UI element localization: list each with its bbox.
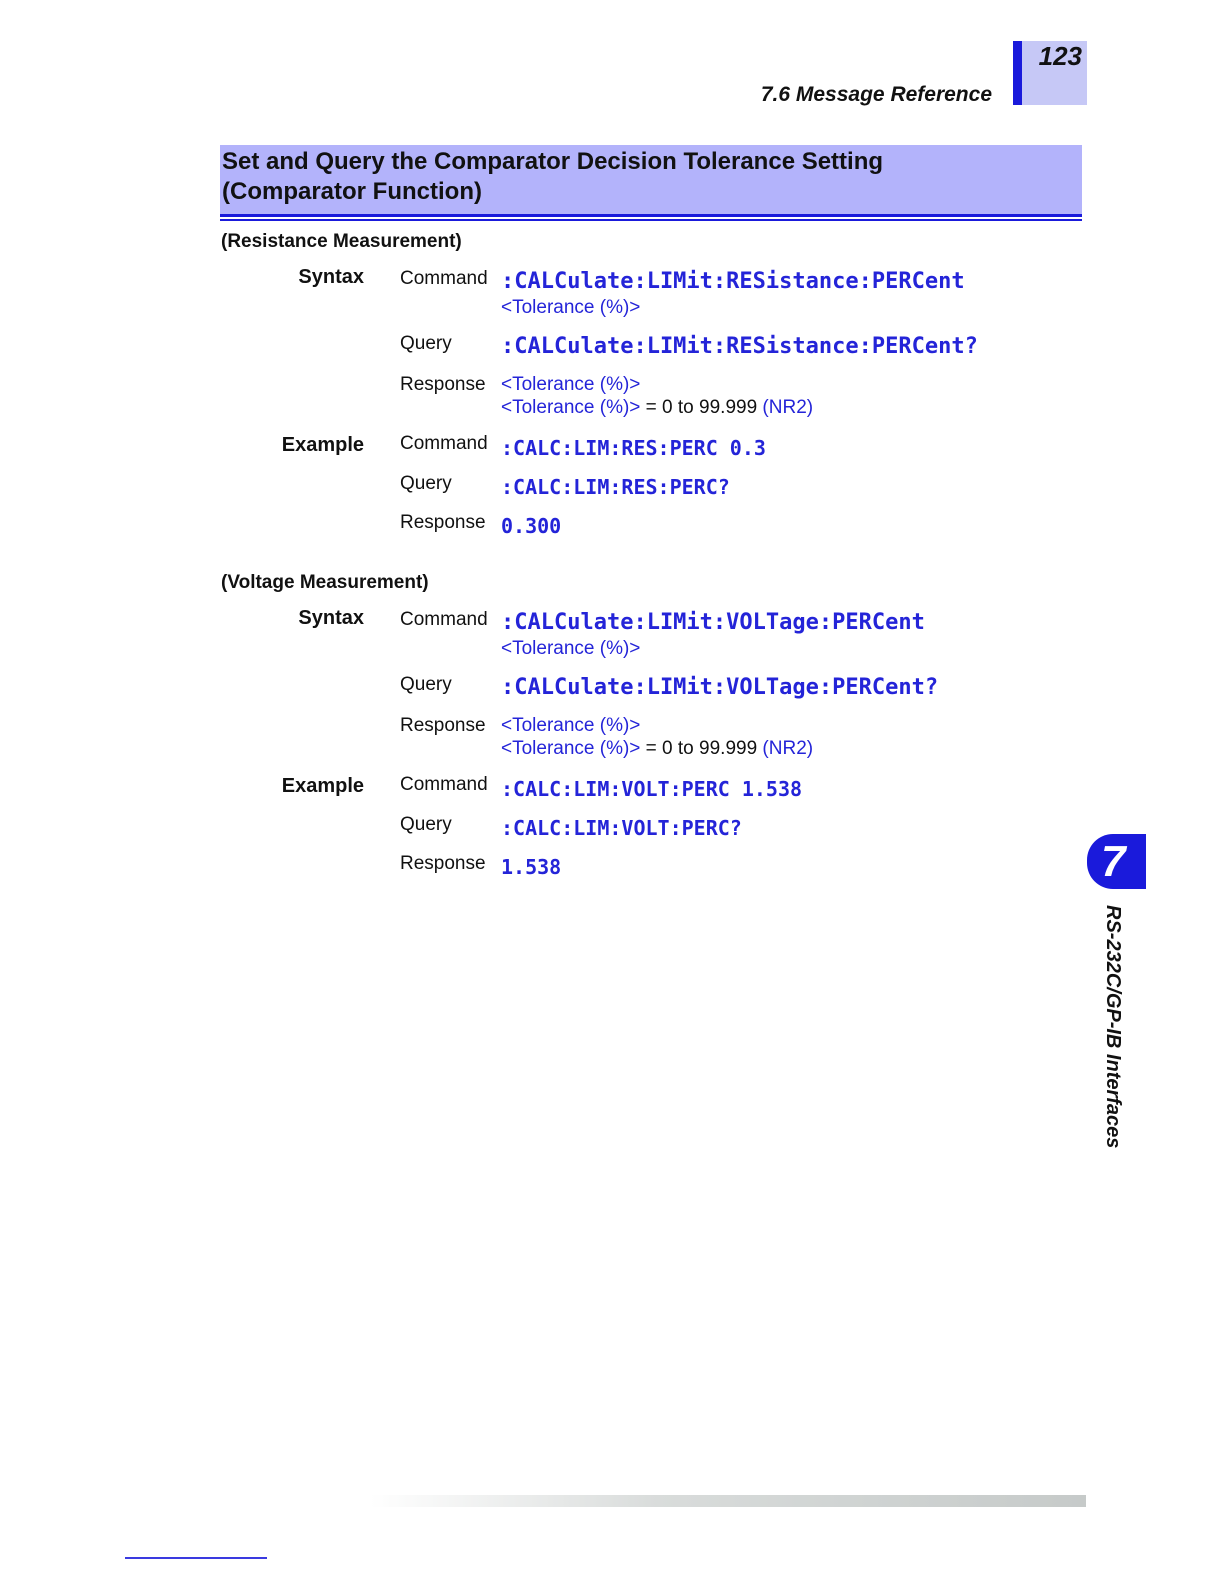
query-label: Query <box>400 473 452 494</box>
title-rule <box>220 219 1082 221</box>
syntax-label: Syntax <box>298 607 364 629</box>
response-label: Response <box>400 512 486 533</box>
example-response: 0.300 <box>501 514 562 538</box>
command-label: Command <box>400 774 488 795</box>
section-reference: 7.6 Message Reference <box>760 83 992 106</box>
example-label: Example <box>281 434 364 456</box>
example-label: Example <box>281 775 364 797</box>
page-number: 123 <box>1038 41 1082 71</box>
range-format: (NR2) <box>762 738 814 759</box>
parameter-range <box>501 738 813 760</box>
response-parameter: <Tolerance (%)> <box>501 374 641 395</box>
syntax-command: :CALCulate:LIMit:VOLTage:PERCent <box>501 610 925 635</box>
command-parameter: <Tolerance (%)> <box>501 638 641 659</box>
example-command: :CALC:LIM:VOLT:PERC 1.538 <box>501 777 803 801</box>
range-text: = 0 to 99.999 <box>640 738 763 759</box>
query-label: Query <box>400 674 452 695</box>
title-line-2: (Comparator Function) <box>222 178 482 205</box>
command-label: Command <box>400 268 488 289</box>
response-label: Response <box>400 853 486 874</box>
command-label: Command <box>400 433 488 454</box>
example-response: 1.538 <box>501 855 562 879</box>
example-query: :CALC:LIM:VOLT:PERC? <box>501 816 742 840</box>
page-number-bar <box>1013 41 1022 105</box>
syntax-query: :CALCulate:LIMit:VOLTage:PERCent? <box>501 675 939 700</box>
range-param: <Tolerance (%)> <box>501 397 641 418</box>
resistance-heading: (Resistance Measurement) <box>221 231 462 252</box>
response-label: Response <box>400 374 486 395</box>
range-format: (NR2) <box>762 397 814 418</box>
parameter-range <box>501 397 813 419</box>
query-label: Query <box>400 333 452 354</box>
page-title <box>222 147 883 207</box>
footer-band <box>370 1495 1086 1507</box>
example-command: :CALC:LIM:RES:PERC 0.3 <box>501 436 766 460</box>
voltage-heading: (Voltage Measurement) <box>221 572 429 593</box>
response-parameter: <Tolerance (%)> <box>501 715 641 736</box>
syntax-query: :CALCulate:LIMit:RESistance:PERCent? <box>501 334 978 359</box>
syntax-label: Syntax <box>298 266 364 288</box>
range-param: <Tolerance (%)> <box>501 738 641 759</box>
example-query: :CALC:LIM:RES:PERC? <box>501 475 730 499</box>
range-text: = 0 to 99.999 <box>640 397 763 418</box>
title-rule <box>220 214 1082 217</box>
chapter-title: RS-232C/GP-IB Interfaces <box>1102 905 1124 1149</box>
footer-line <box>125 1557 267 1559</box>
query-label: Query <box>400 814 452 835</box>
command-parameter: <Tolerance (%)> <box>501 297 641 318</box>
title-line-1: Set and Query the Comparator Decision Tolerance Setting <box>222 148 884 175</box>
syntax-command: :CALCulate:LIMit:RESistance:PERCent <box>501 269 965 294</box>
chapter-number: 7 <box>1101 837 1126 886</box>
response-label: Response <box>400 715 486 736</box>
command-label: Command <box>400 609 488 630</box>
